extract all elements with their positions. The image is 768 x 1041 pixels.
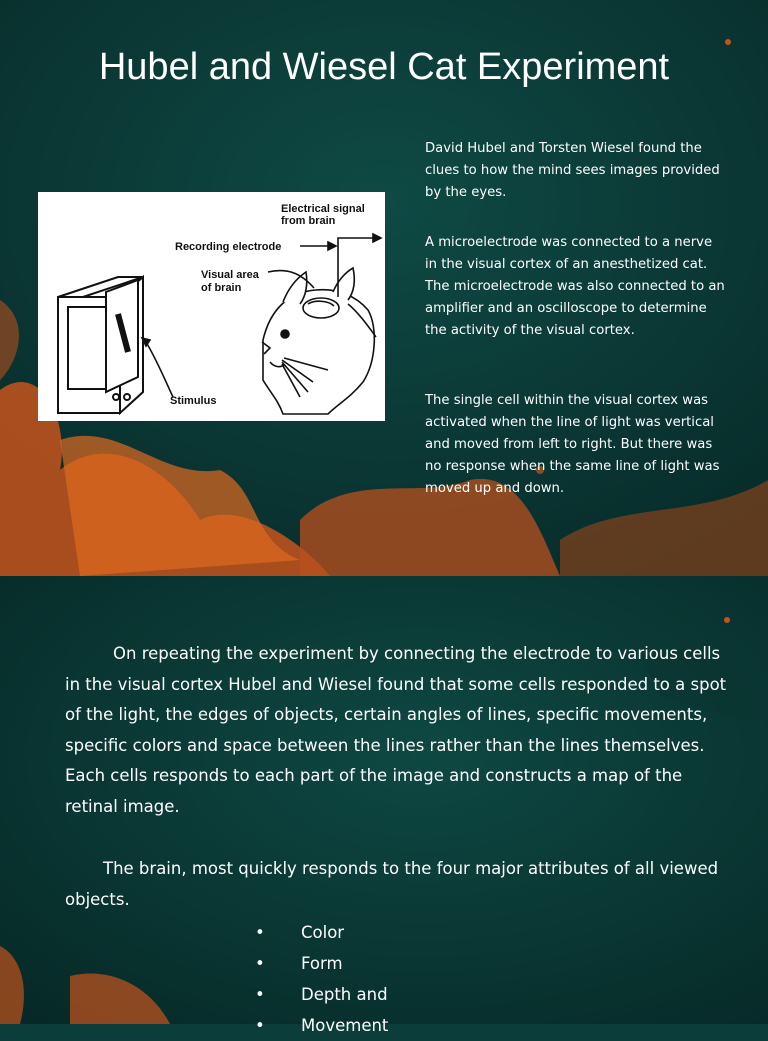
brain-attributes-paragraph: The brain, most quickly responds to the four major attributes of all viewed objects.	[65, 859, 719, 909]
list-item: • Depth and	[255, 979, 388, 1010]
label-recording-electrode: Recording electrode	[175, 241, 282, 253]
list-item: • Color	[255, 917, 388, 948]
slide-2	[0, 576, 768, 1035]
label-electrical-signal: Electrical signal	[281, 203, 365, 215]
bullet-icon: •	[255, 923, 265, 942]
bullet-icon: •	[255, 985, 265, 1004]
cells-findings-paragraph: On repeating the experiment by connecting the electrode to various cells in the visual cortex Hubel and Wiesel found that some cells responded to a spot of the light, the edges of objects, certain angles of lines, specific movements, specific colors and space between the lines rather than the lines themselves. Each cells responds to each part of the image and constructs a map of the retinal image.	[65, 644, 727, 816]
slide-title: Hubel and Wiesel Cat Experiment	[98, 46, 670, 88]
list-item: • Form	[255, 948, 388, 979]
experiment-diagram	[38, 192, 385, 421]
intro-paragraph: David Hubel and Torsten Wiesel found the clues to how the mind sees images provided by the eyes.	[425, 141, 720, 200]
label-from-brain: from brain	[281, 215, 336, 227]
attributes-list	[255, 917, 388, 1041]
bullet-icon: •	[255, 954, 265, 973]
microelectrode-paragraph: A microelectrode was connected to a nerve in the visual cortex of an anesthetized cat. The microelectrode was also connected to an amplifier and an oscilloscope to determine the activity of the visual cortex.	[425, 235, 725, 338]
single-cell-paragraph: The single cell within the visual cortex was activated when the line of light was vertical and moved from left to right. But there was no response when the same line of light was moved up and down.	[425, 393, 720, 496]
stimulus-screen-icon	[58, 277, 143, 413]
experiment-diagram-drawing	[38, 192, 385, 421]
label-visual-area: Visual area	[201, 269, 259, 281]
bullet-icon: •	[255, 1016, 265, 1035]
label-stimulus: Stimulus	[170, 395, 217, 407]
cat-head-icon	[262, 268, 374, 414]
stimulus-pointer	[146, 342, 173, 397]
label-of-brain: of brain	[201, 282, 242, 294]
signal-arrow-icon	[373, 234, 381, 242]
list-item: • Movement	[255, 1010, 388, 1041]
